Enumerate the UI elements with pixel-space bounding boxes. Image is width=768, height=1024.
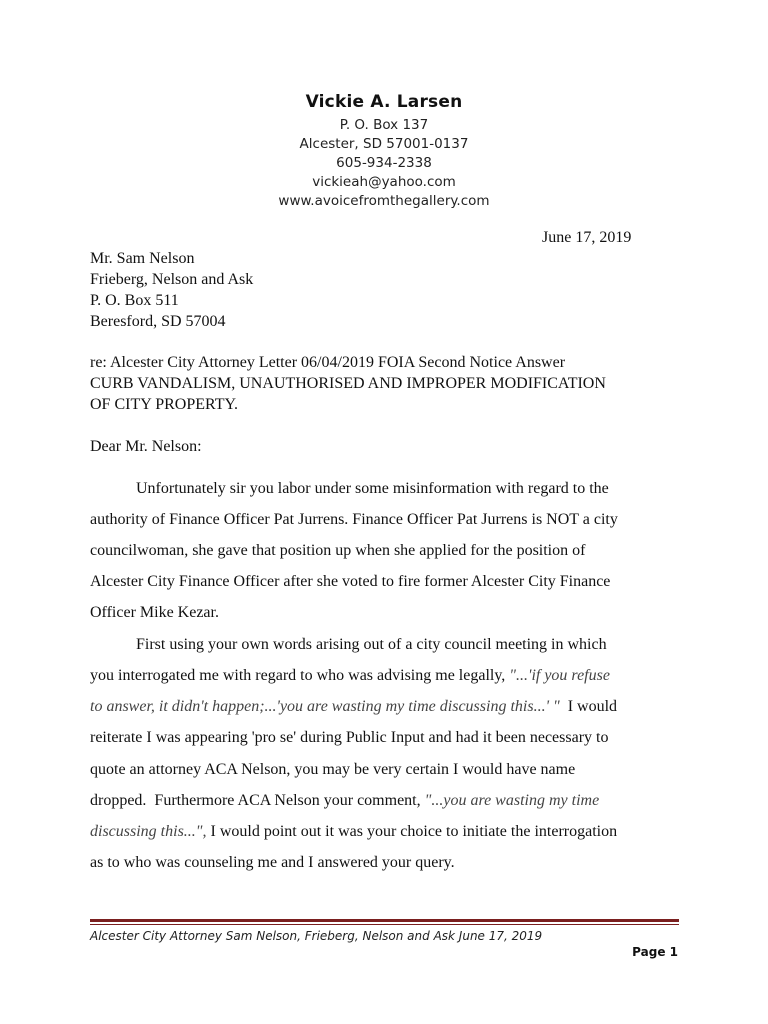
- p2-line-5: quote an attorney ACA Nelson, you may be very certain I would have name: [90, 761, 576, 778]
- recipient-po-box: P. O. Box 511: [90, 292, 179, 309]
- p1-line-3: councilwoman, she gave that position up when she applied for the position of: [90, 542, 586, 559]
- p2-line-6: [90, 792, 599, 810]
- p1-line-4: Alcester City Finance Officer after she voted to fire former Alcester City Finance: [90, 573, 611, 590]
- salutation: Dear Mr. Nelson:: [90, 438, 202, 455]
- subject-line-3: OF CITY PROPERTY.: [90, 396, 238, 413]
- p2-line-3-quote: to answer, it didn't happen;...'you are wasting my time discussing this...' ": [90, 698, 560, 715]
- footer-rule-thick: [90, 919, 679, 922]
- p1-line-2: authority of Finance Officer Pat Jurrens. Finance Officer Pat Jurrens is NOT a city: [90, 511, 618, 528]
- subject-line-1: re: Alcester City Attorney Letter 06/04/2019 FOIA Second Notice Answer: [90, 354, 566, 371]
- p2-line-3-text: I would: [559, 698, 618, 715]
- p2-line-3: [90, 698, 617, 716]
- footer-rule-thin: [90, 924, 679, 925]
- p2-line-2: [90, 667, 610, 685]
- recipient-name: Mr. Sam Nelson: [90, 250, 195, 267]
- p2-line-4: reiterate I was appearing 'pro se' during Public Input and had it been necessary to: [90, 729, 609, 746]
- p1-line-1: Unfortunately sir you labor under some misinformation with regard to the: [136, 480, 609, 497]
- p2-line-2-quote: "...'if you refuse: [509, 667, 610, 684]
- recipient-city: Beresford, SD 57004: [90, 313, 226, 330]
- page-number: Page 1: [632, 945, 678, 959]
- recipient-firm: Frieberg, Nelson and Ask: [90, 271, 254, 288]
- p2-line-2-text: you interrogated me with regard to who was advising me legally,: [90, 667, 510, 684]
- footer-text: Alcester City Attorney Sam Nelson, Frieberg, Nelson and Ask June 17, 2019: [90, 929, 543, 943]
- p2-line-7-quote: discussing this...",: [90, 823, 207, 840]
- p2-line-7-text: I would point out it was your choice to initiate the interrogation: [206, 823, 618, 840]
- subject-line-2: CURB VANDALISM, UNAUTHORISED AND IMPROPER MODIFICATION: [90, 375, 606, 392]
- sender-name: Vickie A. Larsen: [305, 92, 463, 112]
- sender-city: Alcester, SD 57001-0137: [299, 136, 469, 152]
- p2-line-7: [90, 823, 617, 841]
- letter-date: June 17, 2019: [542, 229, 632, 246]
- p2-line-6-text: dropped. Furthermore ACA Nelson your comment,: [90, 792, 425, 809]
- sender-po-box: P. O. Box 137: [339, 117, 429, 133]
- p2-line-1: First using your own words arising out of a city council meeting in which: [136, 636, 607, 653]
- p1-line-5: Officer Mike Kezar.: [90, 604, 219, 621]
- sender-email: vickieah@yahoo.com: [312, 174, 456, 190]
- sender-website: www.avoicefromthegallery.com: [278, 193, 490, 209]
- p2-line-6-quote: "...you are wasting my time: [424, 792, 600, 809]
- p2-line-8: as to who was counseling me and I answered your query.: [90, 854, 455, 871]
- sender-phone: 605-934-2338: [336, 155, 432, 171]
